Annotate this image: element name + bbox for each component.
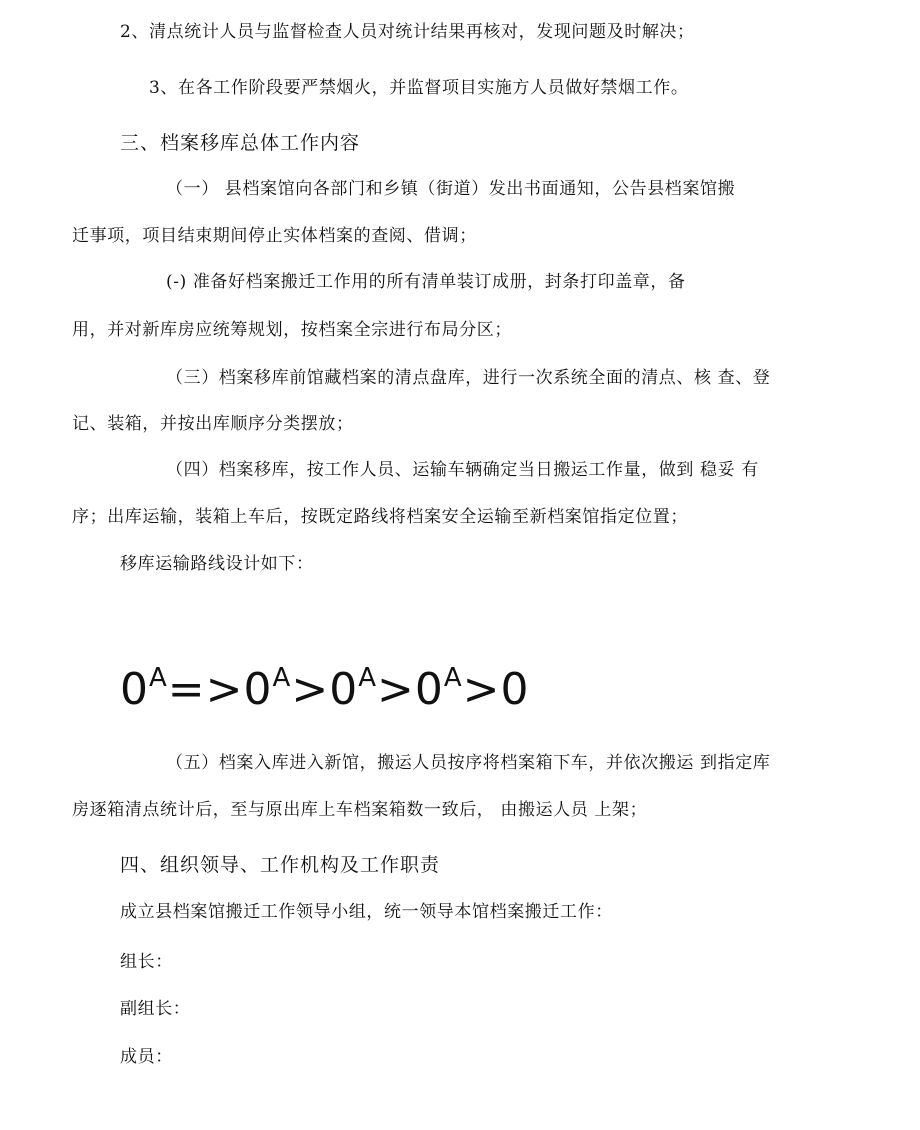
route-arrow-3: >	[377, 664, 415, 715]
route-node-3-sup: A	[358, 663, 377, 693]
paragraph-5-line-2: 房逐箱清点统计后，至与原出库上车档案箱数一致后， 由搬运人员 上架；	[72, 800, 648, 820]
paragraph-2-line-2: 用，并对新库房应统筹规划，按档案全宗进行布局分区；	[72, 320, 512, 340]
route-node-4-sup: A	[443, 663, 463, 693]
group-intro: 成立县档案馆搬迁工作领导小组，统一领导本馆档案搬迁工作：	[120, 902, 613, 922]
route-node-3: 0	[329, 664, 359, 715]
section-heading-4: 四、组织领导、工作机构及工作职责	[120, 854, 441, 876]
route-intro: 移库运输路线设计如下：	[120, 554, 314, 574]
route-node-1: 0	[120, 664, 149, 715]
route-node-4: 0	[414, 664, 444, 715]
members-label: 成员：	[120, 1047, 173, 1067]
route-node-1-sup: A	[149, 663, 168, 693]
route-diagram	[120, 660, 530, 720]
paragraph-3-line-2: 记、装箱，并按出库顺序分类摆放；	[72, 414, 354, 434]
route-node-2: 0	[243, 664, 273, 715]
paragraph-1-line-2: 迁事项，项目结束期间停止实体档案的查阅、借调；	[72, 226, 477, 246]
route-node-2-sup: A	[272, 663, 292, 693]
list-item-2: 2、清点统计人员与监督检查人员对统计结果再核对，发现问题及时解决；	[120, 22, 695, 42]
route-arrow-1: =>	[167, 664, 244, 715]
section-heading-3: 三、档案移库总体工作内容	[120, 132, 361, 154]
route-node-5: 0	[500, 664, 530, 715]
route-arrow-4: >	[462, 664, 501, 715]
paragraph-3-line-1: （三）档案移库前馆藏档案的清点盘库，进行一次系统全面的清点、核 查、登	[166, 368, 771, 388]
paragraph-2-line-1: (-) 准备好档案搬迁工作用的所有清单装订成册，封条打印盖章，备	[166, 272, 686, 292]
paragraph-4-line-1: （四）档案移库，按工作人员、运输车辆确定当日搬运工作量，做到 稳妥 有	[166, 460, 759, 480]
deputy-leader-label: 副组长：	[120, 999, 191, 1019]
route-arrow-2: >	[291, 664, 330, 715]
paragraph-5-line-1: （五）档案入库进入新馆，搬运人员按序将档案箱下车，并依次搬运 到指定库	[166, 753, 771, 773]
leader-label: 组长：	[120, 952, 173, 972]
paragraph-1-line-1: （一） 县档案馆向各部门和乡镇（街道）发出书面通知，公告县档案馆搬	[166, 179, 736, 199]
list-item-3: 3、在各工作阶段要严禁烟火，并监督项目实施方人员做好禁烟工作。	[149, 78, 689, 98]
paragraph-4-line-2: 序；出库运输，装箱上车后，按既定路线将档案安全运输至新档案馆指定位置；	[72, 507, 688, 527]
